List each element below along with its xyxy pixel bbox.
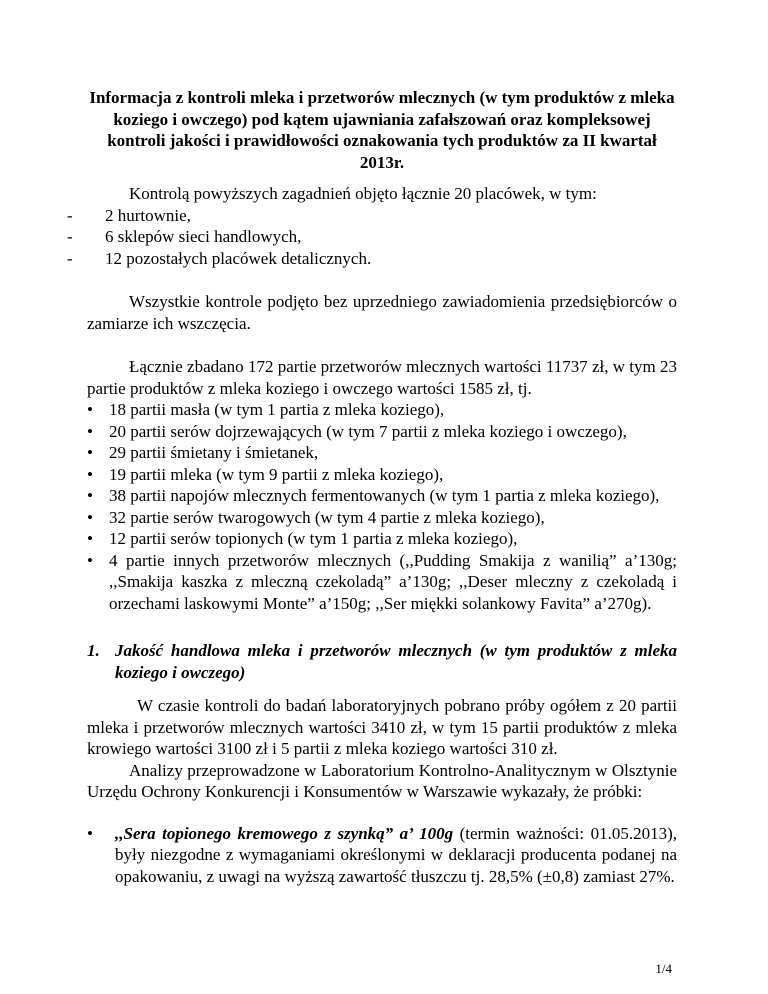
document-page: [67, 87, 677, 887]
finding-product: ,,Sera topionego kremowego z szynką” a’ 100g: [115, 823, 454, 843]
places-list: [67, 205, 677, 270]
page-number: 1/4: [655, 961, 672, 976]
section-heading: 1. Jakość handlowa mleka i przetworów mlecznych (w tym produktów z mleka koziego i owczego): [87, 641, 677, 682]
section-paragraph-1: W czasie kontroli do badań laboratoryjnych pobrano próby ogółem z 20 partii mleka i przetworów mlecznych wartości 3410 zł, w tym 15 partii produktów z mleka krowiego wartości 3100 zł i 5 partii z mleka koziego wartości 310 zł.: [87, 696, 677, 758]
list-item: - 2 hurtownie,: [67, 205, 191, 225]
list-item: • 19 partii mleka (w tym 9 partii z mleka koziego),: [87, 464, 444, 484]
finding-item: [87, 823, 677, 888]
list-item: - 12 pozostałych placówek detalicznych.: [67, 248, 372, 268]
list-item: - 6 sklepów sieci handlowych,: [67, 227, 302, 246]
bullet-icon: •: [87, 823, 93, 843]
section-paragraph-2: Analizy przeprowadzone w Laboratorium Kontrolno-Analitycznym w Olsztynie Urzędu Ochrony Konkurencji i Konsumentów w Warszawie wykazały, że próbki:: [87, 760, 677, 801]
list-item: • 29 partii śmietany i śmietanek,: [87, 443, 319, 462]
list-item: • 18 partii masła (w tym 1 partia z mleka koziego),: [87, 400, 445, 419]
list-item: • 20 partii serów dojrzewających (w tym 7 partii z mleka koziego i owczego),: [87, 421, 627, 441]
items-list: [87, 399, 677, 614]
list-item: • 4 partie innych przetworów mlecznych (,,Pudding Smakija z wanilią” a’130g; ,,Smakija kaszka z mleczną czekoladą” a’130g; ,,Deser mleczny z czekoladą i orzechami laskowymi Monte” a’150g; ,,Ser miękki solankowy Favita” a’270g).: [87, 550, 677, 613]
intro-paragraph: Kontrolą powyższych zagadnień objęto łącznie 20 placówek, w tym:: [129, 184, 597, 203]
list-item: • 32 partie serów twarogowych (w tym 4 partie z mleka koziego),: [87, 507, 545, 527]
list-item: • 38 partii napojów mlecznych fermentowanych (w tym 1 partia z mleka koziego),: [87, 486, 660, 505]
list-item: • 12 partii serów topionych (w tym 1 partia z mleka koziego),: [87, 529, 518, 548]
document-title: Informacja z kontroli mleka i przetworów mlecznych (w tym produktów z mleka koziego i owczego) pod kątem ujawniania zafałszowań oraz kompleksowej kontroli jakości i prawidłowości oznakowania tych produktów za II kwartał 2013r.: [89, 88, 675, 172]
notice-paragraph: Wszystkie kontrole podjęto bez uprzedniego zawiadomienia przedsiębiorców o zamiarze ich wszczęcia.: [87, 292, 677, 333]
finding-text: (termin ważności: 01.05.2013), były niezgodne z wymaganiami określonymi w deklaracji producenta podanej na opakowaniu, z uwagi na wyższą zawartość tłuszczu tj. 28,5% (±0,8) zamiast 27%.: [115, 823, 677, 886]
tested-paragraph: Łącznie zbadano 172 partie przetworów mlecznych wartości 11737 zł, w tym 23 partie produktów z mleka koziego i owczego wartości 1585 zł, tj.: [87, 357, 677, 398]
